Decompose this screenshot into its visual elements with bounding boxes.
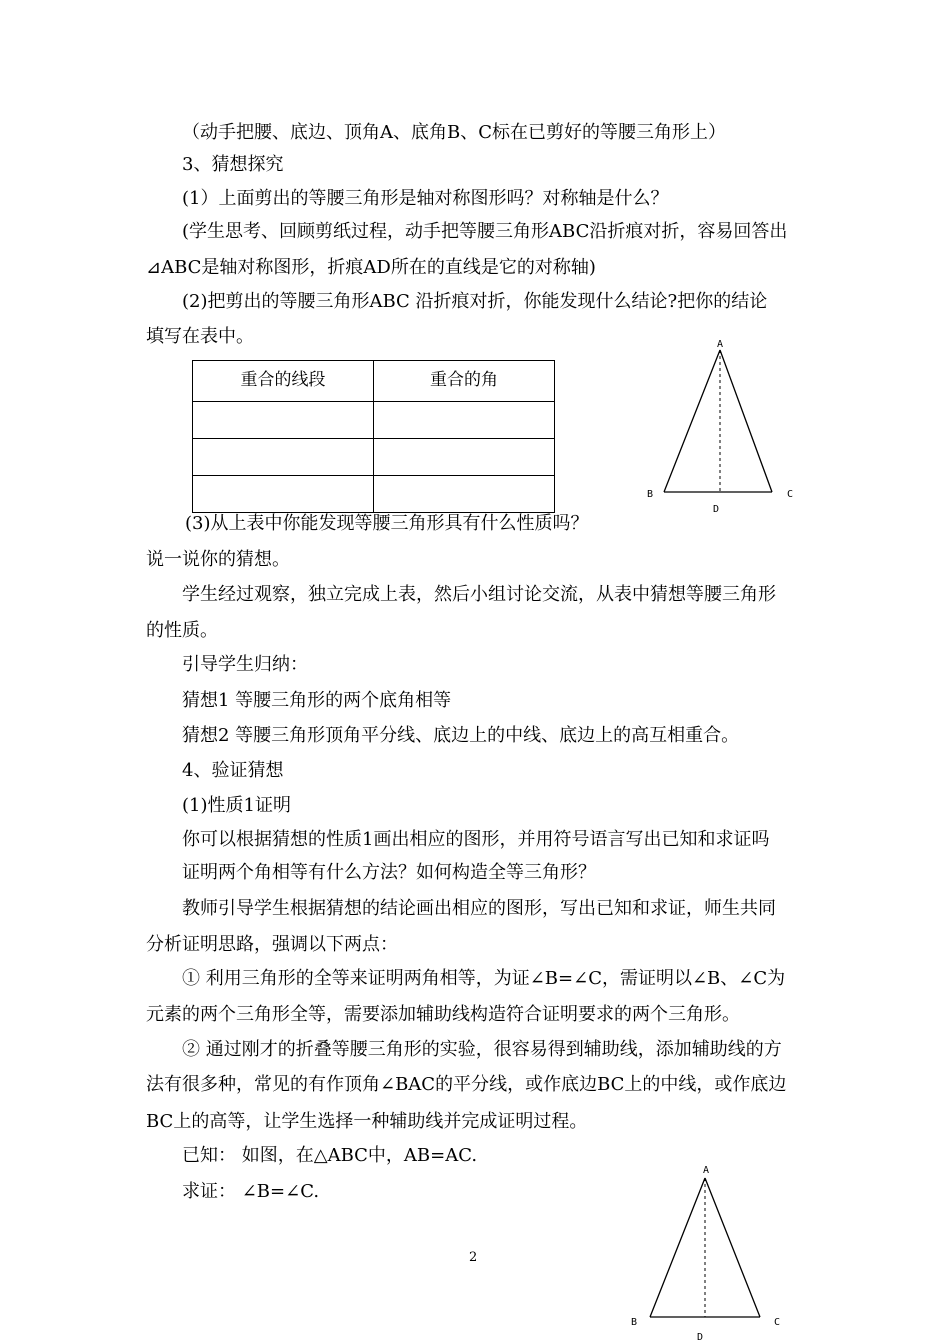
vertex-label-a: A: [717, 339, 724, 350]
text-line-15: 4、验证猜想: [182, 760, 284, 781]
text-line-4: (学生思考、回顾剪纸过程，动手把等腰三角形ABC沿折痕对折，容易回答出: [182, 221, 788, 242]
side-ac: [705, 1178, 760, 1317]
text-line-12: 引导学生归纳：: [182, 654, 308, 675]
isosceles-triangle-figure-1: [630, 330, 810, 520]
text-line-11: 的性质。: [146, 620, 218, 641]
page-number: 2: [469, 1250, 478, 1265]
table-header-cell: 重合的角: [374, 361, 555, 402]
text-line-25: BC上的高等，让学生选择一种辅助线并完成证明过程。: [146, 1111, 588, 1132]
side-ab: [664, 350, 720, 492]
text-line-8: (3)从上表中你能发现等腰三角形具有什么性质吗？: [185, 513, 589, 534]
text-line-14: 猜想2 等腰三角形顶角平分线、底边上的中线、底边上的高互相重合。: [182, 725, 740, 746]
table-row: [193, 476, 555, 513]
text-line-2: 3、猜想探究: [182, 154, 284, 175]
text-line-27: 求证： ∠B=∠C.: [182, 1181, 320, 1202]
isosceles-triangle-figure-2: [620, 1155, 800, 1344]
text-line-21: ① 利用三角形的全等来证明两角相等，为证∠B=∠C，需证明以∠B、∠C为: [182, 968, 786, 989]
text-line-20: 分析证明思路，强调以下两点：: [146, 934, 398, 955]
text-line-18: 证明两个角相等有什么方法？如何构造全等三角形？: [182, 862, 596, 883]
text-line-6: (2)把剪出的等腰三角形ABC 沿折痕对折，你能发现什么结论?把你的结论: [182, 291, 768, 312]
vertex-label-d: D: [697, 1332, 704, 1343]
vertex-label-c: C: [787, 489, 794, 500]
text-line-22: 元素的两个三角形全等，需要添加辅助线构造符合证明要求的两个三角形。: [146, 1004, 740, 1025]
vertex-label-d: D: [713, 504, 720, 515]
table-cell[interactable]: [374, 439, 555, 476]
side-ab: [650, 1178, 705, 1317]
vertex-label-b: B: [631, 1317, 638, 1328]
table-cell[interactable]: [193, 476, 374, 513]
side-ac: [720, 350, 772, 492]
table-cell[interactable]: [193, 402, 374, 439]
table-header-row: [193, 361, 555, 402]
text-line-24: 法有很多种，常见的有作顶角∠BAC的平分线，或作底边BC上的中线，或作底边: [146, 1074, 787, 1095]
text-line-26: 已知： 如图，在△ABC中，AB=AC.: [182, 1145, 478, 1166]
vertex-label-a: A: [703, 1165, 710, 1176]
text-line-5: ⊿ABC是轴对称图形，折痕AD所在的直线是它的对称轴): [146, 257, 596, 278]
text-line-9: 说一说你的猜想。: [146, 549, 290, 570]
table-row: [193, 439, 555, 476]
vertex-label-c: C: [774, 1317, 781, 1328]
text-line-3: (1）上面剪出的等腰三角形是轴对称图形吗？对称轴是什么？: [182, 188, 669, 209]
table-header-cell: 重合的线段: [193, 361, 374, 402]
text-line-19: 教师引导学生根据猜想的结论画出相应的图形，写出已知和求证，师生共同: [182, 898, 776, 919]
text-line-17: 你可以根据猜想的性质1画出相应的图形，并用符号语言写出已知和求证吗: [182, 829, 770, 850]
table-row: [193, 402, 555, 439]
vertex-label-b: B: [647, 489, 654, 500]
text-line-13: 猜想1 等腰三角形的两个底角相等: [182, 690, 452, 711]
text-line-10: 学生经过观察，独立完成上表，然后小组讨论交流，从表中猜想等腰三角形: [182, 584, 776, 605]
table-cell[interactable]: [193, 439, 374, 476]
table-cell[interactable]: [374, 476, 555, 513]
property-table: [192, 360, 555, 513]
text-line-16: (1)性质1证明: [182, 795, 291, 816]
text-line-1: （动手把腰、底边、顶角A、底角B、C标在已剪好的等腰三角形上）: [182, 122, 726, 143]
table-cell[interactable]: [374, 402, 555, 439]
text-line-7: 填写在表中。: [146, 326, 254, 347]
text-line-23: ② 通过刚才的折叠等腰三角形的实验，很容易得到辅助线，添加辅助线的方: [182, 1039, 782, 1060]
